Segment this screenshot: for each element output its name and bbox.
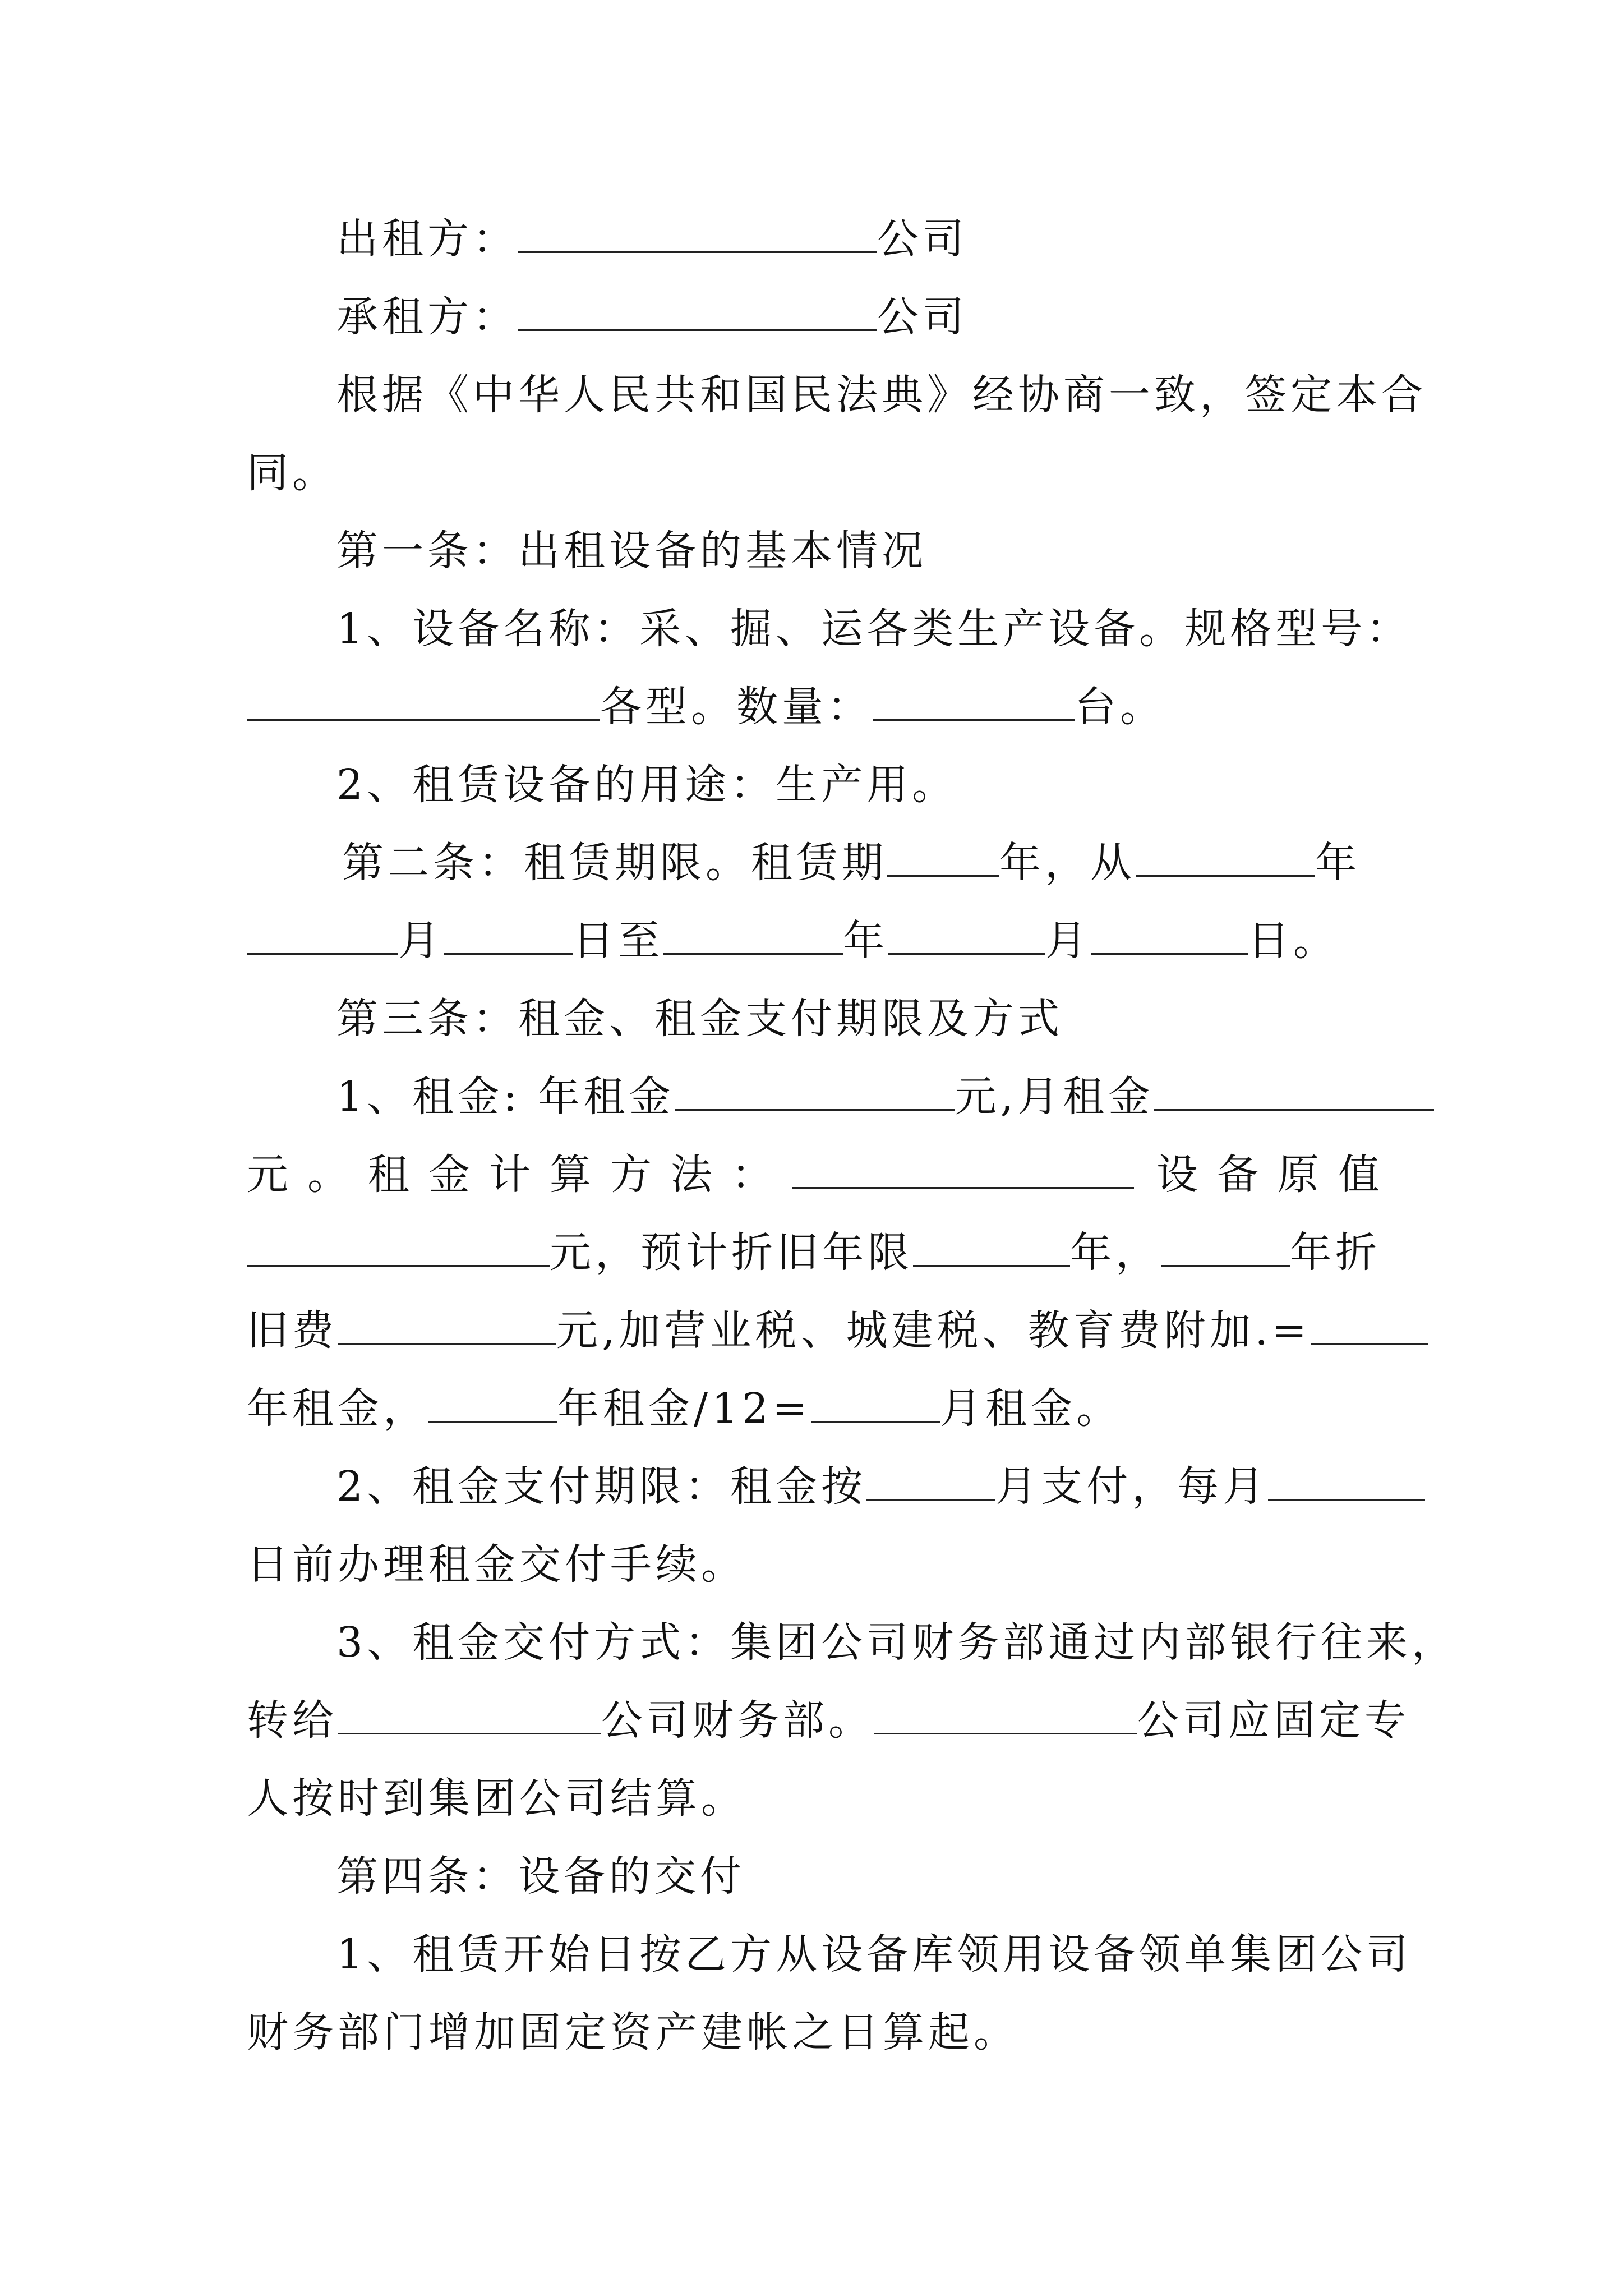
article-3-payment-line-2: 日前办理租金交付手续。 xyxy=(247,1540,746,1589)
article-3-title: 第三条：租金、租金支付期限及方式 xyxy=(336,995,1063,1043)
start-day-blank[interactable] xyxy=(444,918,573,955)
article-1-item-2: 2、租赁设备的用途：生产用。 xyxy=(336,761,958,809)
article-4-item-1-line-1: 1、租赁开始日按乙方从设备库领用设备领单集团公司 xyxy=(336,1930,1412,1978)
years-label: 年， xyxy=(1070,1228,1161,1277)
lease-from-label: 年，从 xyxy=(999,839,1136,887)
payment-day-blank[interactable] xyxy=(1268,1464,1425,1501)
depreciation-fee-label: 旧费 xyxy=(247,1306,338,1355)
article-3-rent-line-2 xyxy=(247,1147,1399,1203)
start-year-label: 年 xyxy=(1315,839,1361,887)
article-3-rent-line-1 xyxy=(336,1069,1434,1125)
article-3-payment-line-1 xyxy=(336,1458,1425,1515)
lessor-line xyxy=(336,211,968,267)
lessee-name-blank[interactable] xyxy=(518,295,877,331)
settling-company-blank[interactable] xyxy=(874,1698,1137,1734)
payment-months-blank[interactable] xyxy=(866,1464,995,1501)
article-2-line-1 xyxy=(342,835,1361,891)
monthly-rent-result-blank[interactable] xyxy=(811,1386,940,1423)
depreciation-years-label: 元，预计折旧年限 xyxy=(550,1228,913,1277)
monthly-rent-result-label: 月租金。 xyxy=(940,1384,1122,1433)
quantity-suffix: 台。 xyxy=(1075,683,1165,731)
model-suffix: 各型。数量： xyxy=(600,683,873,731)
model-blank[interactable] xyxy=(247,684,600,721)
lessor-suffix: 公司 xyxy=(877,215,968,263)
lessee-label: 承租方： xyxy=(336,293,518,341)
lessee-suffix: 公司 xyxy=(877,293,968,341)
payment-day-label: 月支付，每月 xyxy=(995,1462,1269,1511)
year-depreciation-label: 年折 xyxy=(1290,1228,1381,1277)
article-1-title: 第一条：出租设备的基本情况 xyxy=(336,527,927,575)
lessor-name-blank[interactable] xyxy=(518,217,877,253)
taxes-label: 元,加营业税、城建税、教育费附加.= xyxy=(556,1306,1311,1355)
end-day-blank[interactable] xyxy=(1091,918,1248,955)
article-4-item-1-line-2: 财务部门增加固定资产建帐之日算起。 xyxy=(247,2008,1019,2056)
intro-line-2: 同。 xyxy=(247,449,338,497)
article-3-rent-line-5 xyxy=(247,1381,1122,1437)
finance-dept-label: 公司财务部。 xyxy=(601,1696,874,1745)
article-3-rent-line-3 xyxy=(247,1225,1381,1281)
payment-period-label: 2、租金支付期限：租金按 xyxy=(336,1462,867,1511)
annual-rent-input-blank[interactable] xyxy=(428,1386,557,1423)
article-3-mode-line-2 xyxy=(247,1692,1410,1749)
article-4-title: 第四条：设备的交付 xyxy=(336,1852,745,1901)
start-month-blank[interactable] xyxy=(247,918,398,955)
start-day-label: 日至 xyxy=(573,917,663,965)
year-depreciation-blank[interactable] xyxy=(1161,1230,1290,1267)
intro-line-1: 根据《中华人民共和国民法典》经协商一致，签定本合 xyxy=(336,371,1427,419)
annual-rent-blank[interactable] xyxy=(675,1074,955,1111)
end-month-label: 月 xyxy=(1045,917,1091,965)
original-value-label: 设备原值 xyxy=(1156,1151,1399,1199)
article-2-line-2 xyxy=(247,913,1339,969)
end-year-blank[interactable] xyxy=(663,918,843,955)
monthly-rent-label: 元,月租金 xyxy=(955,1073,1154,1121)
taxes-total-blank[interactable] xyxy=(1311,1308,1428,1345)
article-3-mode-line-1: 3、租金交付方式：集团公司财务部通过内部银行往来， xyxy=(336,1618,1458,1667)
lease-term-label: 第二条：租赁期限。租赁期 xyxy=(342,839,887,887)
start-year-blank[interactable] xyxy=(1136,840,1315,877)
article-3-rent-line-4 xyxy=(247,1303,1428,1359)
end-month-blank[interactable] xyxy=(888,918,1045,955)
rent-divide-label: 年租金/12= xyxy=(557,1384,811,1433)
annual-rent-result-label: 年租金， xyxy=(247,1384,428,1433)
depreciation-fee-blank[interactable] xyxy=(338,1308,556,1345)
rent-calc-blank[interactable] xyxy=(792,1152,1134,1189)
monthly-rent-blank[interactable] xyxy=(1154,1074,1434,1111)
lease-years-blank[interactable] xyxy=(887,840,999,877)
article-3-mode-line-3: 人按时到集团公司结算。 xyxy=(247,1774,746,1823)
annual-rent-label: 1、租金: 年租金 xyxy=(336,1073,675,1121)
lessee-line xyxy=(336,289,968,345)
transfer-to-label: 转给 xyxy=(247,1696,338,1745)
transfer-company-blank[interactable] xyxy=(338,1698,601,1734)
rent-calc-label: 元。租金计算方法： xyxy=(247,1151,792,1199)
article-1-item-1-line-1: 1、设备名称：采、掘、运各类生产设备。规格型号： xyxy=(336,605,1412,653)
end-day-label: 日。 xyxy=(1248,917,1339,965)
end-year-label: 年 xyxy=(843,917,888,965)
dedicated-person-label: 公司应固定专 xyxy=(1137,1696,1410,1745)
lessor-label: 出租方： xyxy=(336,215,518,263)
original-value-blank[interactable] xyxy=(247,1230,550,1267)
article-1-item-1-line-2 xyxy=(247,679,1165,735)
quantity-blank[interactable] xyxy=(873,684,1075,721)
depreciation-years-blank[interactable] xyxy=(913,1230,1070,1267)
start-month-label: 月 xyxy=(398,917,444,965)
